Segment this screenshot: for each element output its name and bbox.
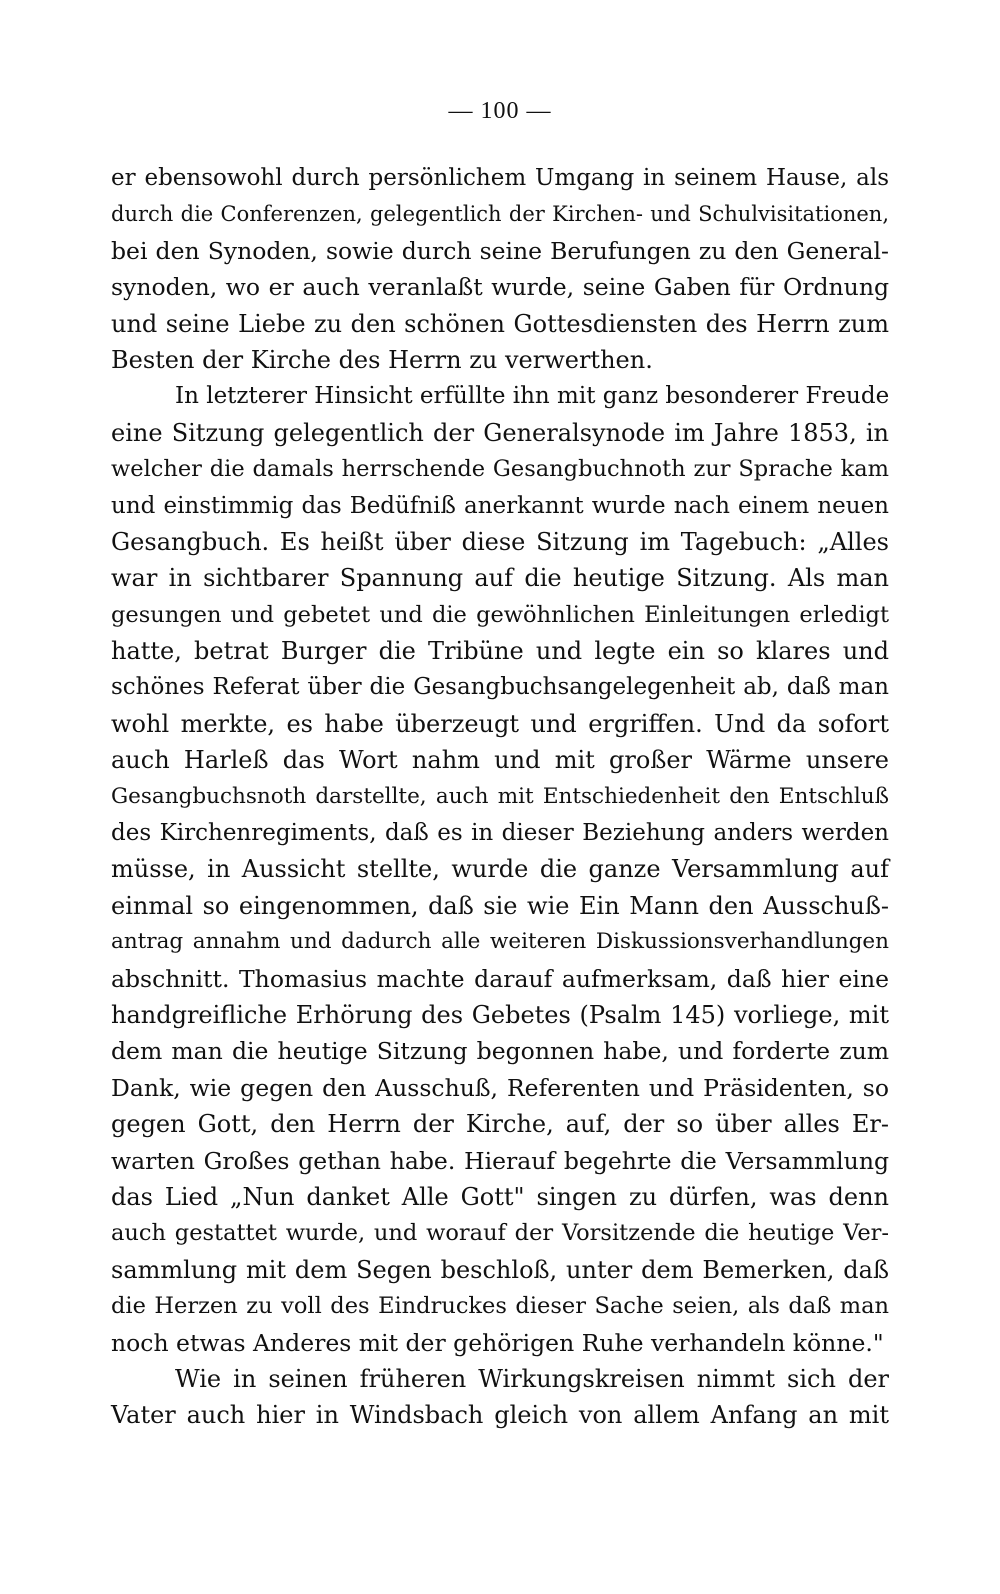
text-line: einmal so eingenommen, daß sie wie Ein Mann den Ausschuß-	[111, 891, 889, 920]
text-line: Vater auch hier in Windsbach gleich von allem Anfang an mit	[111, 1401, 889, 1430]
text-line: In letzterer Hinsicht erfüllte ihn mit ganz besonderer Freude	[175, 383, 890, 410]
text-line: welcher die damals herrschende Gesangbuchnoth zur Sprache kam	[111, 456, 889, 483]
text-line: auch gestattet wurde, und worauf der Vorsitzende die heutige Ver-	[111, 1220, 889, 1247]
text-line: er ebensowohl durch persönlichem Umgang in seinem Hause, als	[111, 165, 889, 191]
text-line: schönes Referat über die Gesangbuchsangelegenheit ab, daß man	[111, 674, 889, 701]
text-line: antrag annahm und dadurch alle weiteren Diskussionsverhandlungen	[111, 929, 889, 955]
text-line: und seine Liebe zu den schönen Gottesdiensten des Herrn zum	[111, 309, 889, 338]
text-line: das Lied „Nun danket Alle Gott" singen zu dürfen, was denn	[111, 1182, 889, 1211]
text-line: noch etwas Anderes mit der gehörigen Ruhe verhandeln könne."	[111, 1328, 884, 1357]
text-line: Wie in seinen früheren Wirkungskreisen nimmt sich der	[175, 1364, 889, 1393]
text-line: gegen Gott, den Herrn der Kirche, auf, der so über alles Er-	[111, 1110, 889, 1139]
text-line: dem man die heutige Sitzung begonnen habe, und forderte zum	[111, 1037, 889, 1066]
page-number: — 100 —	[448, 98, 552, 124]
text-line: Dank, wie gegen den Ausschuß, Referenten und Präsidenten, so	[111, 1073, 889, 1102]
body-text	[111, 160, 889, 1434]
text-line: auch Harleß das Wort nahm und mit großer Wärme unsere	[111, 746, 889, 775]
text-line: synoden, wo er auch veranlaßt wurde, seine Gaben für Ordnung	[111, 273, 889, 302]
text-line: Gesangbuch. Es heißt über diese Sitzung im Tagebuch: „Alles	[111, 527, 889, 556]
text-line: wohl merkte, es habe überzeugt und ergriffen. Und da sofort	[111, 709, 889, 738]
text-line: Gesangbuchsnoth darstellte, auch mit Entschiedenheit den Entschluß	[111, 783, 889, 809]
text-line: Besten der Kirche des Herrn zu verwerthen.	[111, 345, 653, 374]
text-line: warten Großes gethan habe. Hierauf begehrte die Versammlung	[111, 1146, 889, 1175]
text-line: müsse, in Aussicht stellte, wurde die ganze Versammlung auf	[111, 855, 889, 884]
text-line: bei den Synoden, sowie durch seine Berufungen zu den General-	[111, 236, 889, 265]
text-line: des Kirchenregiments, daß es in dieser Beziehung anders werden	[111, 820, 889, 847]
text-line: abschnitt. Thomasius machte darauf aufmerksam, daß hier eine	[111, 964, 889, 993]
text-line: war in sichtbarer Spannung auf die heutige Sitzung. Als man	[111, 564, 889, 593]
text-line: gesungen und gebetet und die gewöhnlichen Einleitungen erledigt	[111, 601, 889, 628]
text-line: und einstimmig das Bedüfniß anerkannt wurde nach einem neuen	[111, 492, 889, 519]
text-line: handgreifliche Erhörung des Gebetes (Psalm 145) vorliege, mit	[111, 1000, 889, 1029]
text-line: sammlung mit dem Segen beschloß, unter dem Bemerken, daß	[111, 1255, 889, 1284]
text-line: durch die Conferenzen, gelegentlich der Kirchen- und Schulvisitationen,	[111, 202, 889, 227]
text-line: die Herzen zu voll des Eindruckes dieser Sache seien, als daß man	[111, 1293, 889, 1320]
text-line: hatte, betrat Burger die Tribüne und legte ein so klares und	[111, 637, 889, 666]
text-line: eine Sitzung gelegentlich der Generalsynode im Jahre 1853, in	[111, 418, 889, 447]
